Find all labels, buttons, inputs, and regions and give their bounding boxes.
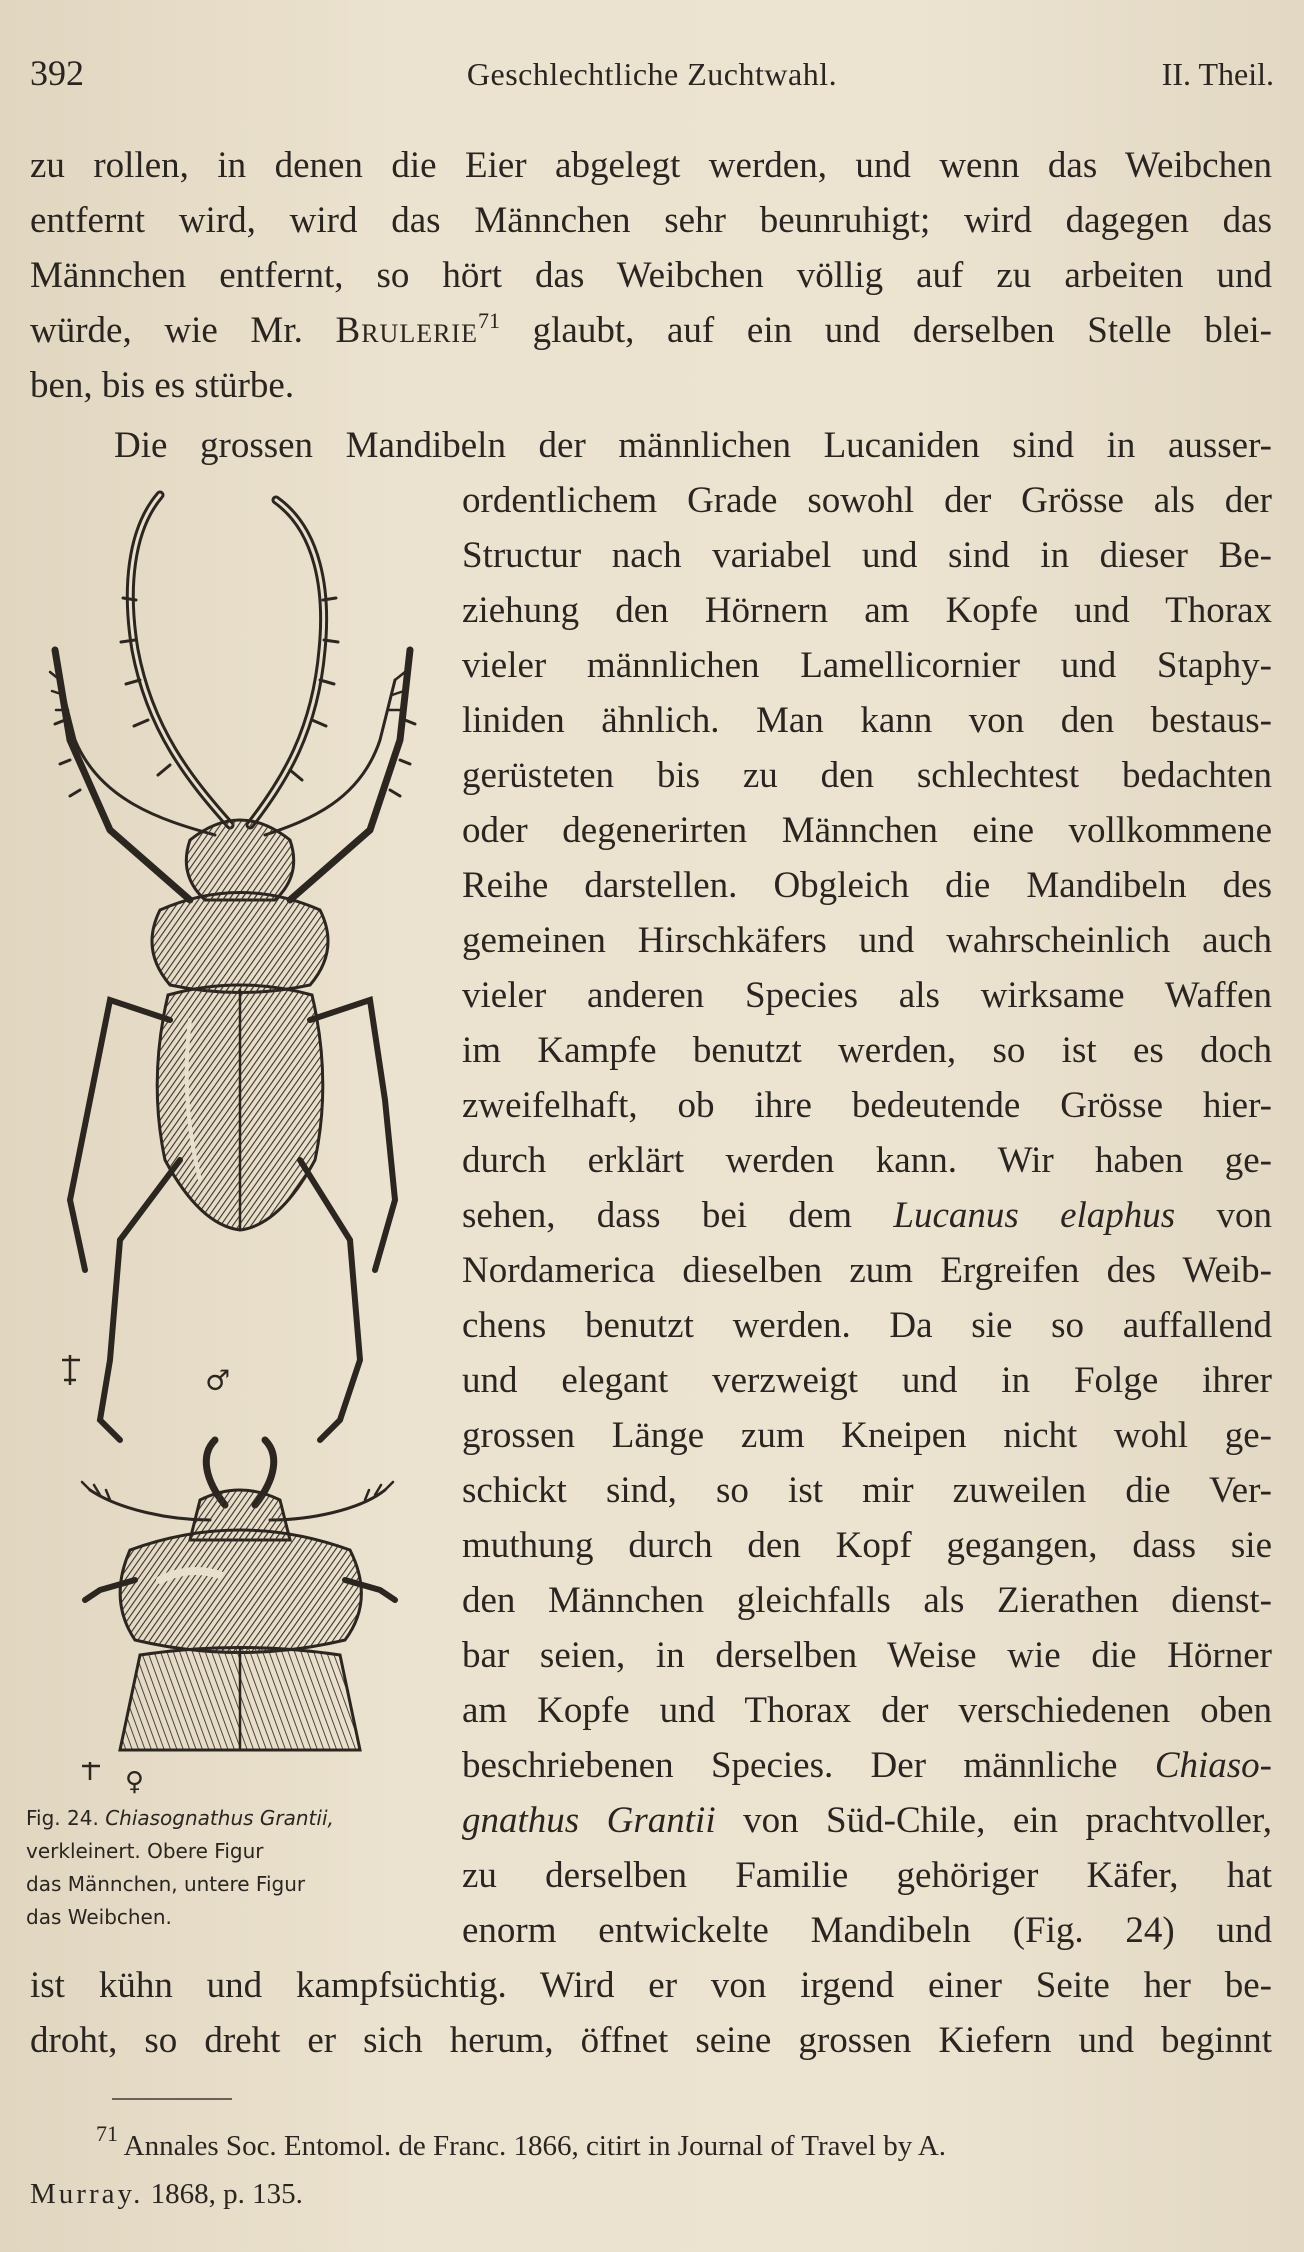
figure-caption <box>26 1802 426 1934</box>
text-line: ziehung den Hörnern am Kopfe und Thorax <box>462 590 1272 631</box>
footnote-line: $^{71}$ Annales Soc. Entomol. de Franc. 1866, citirt in Journal of Travel by A. <box>96 2121 947 2162</box>
text-line: entfernt wird, wird das Männchen sehr beunruhigt; wird dagegen das <box>30 200 1272 241</box>
text-line: im Kampfe benutzt werden, so ist es doch <box>462 1030 1272 1071</box>
text-line: liniden ähnlich. Man kann von den bestaus- <box>462 700 1272 741</box>
text-line: Structur nach variabel und sind in dieser Be- <box>462 535 1272 576</box>
beetle-figure <box>40 480 440 1797</box>
text-line: sehen, dass bei dem Lucanus elaphus von <box>462 1195 1272 1236</box>
female-beetle <box>82 1440 395 1750</box>
text-line: beschriebenen Species. Der männliche Chiaso- <box>462 1745 1272 1786</box>
text-line: ben, bis es stürbe. <box>30 365 295 406</box>
text-line: zweifelhaft, ob ihre bedeutende Grösse hier- <box>462 1085 1272 1126</box>
caption-line: das Weibchen. <box>26 1905 172 1929</box>
author-name: Brulerie <box>335 310 478 351</box>
footnote-rule <box>112 2098 232 2100</box>
text-line: droht, so dreht er sich herum, öffnet seine grossen Kiefern und beginnt <box>30 2020 1272 2061</box>
text-line: und elegant verzweigt und in Folge ihrer <box>462 1360 1272 1401</box>
caption-line: Fig. 24. Chiasognathus Grantii, <box>26 1806 334 1830</box>
scale-mark <box>82 1762 100 1780</box>
text-line: zu derselben Familie gehöriger Käfer, hat <box>462 1855 1272 1896</box>
text-line: muthung durch den Kopf gegangen, dass sie <box>462 1525 1272 1566</box>
female-symbol: ♀ <box>125 1767 145 1797</box>
text-line: chens benutzt werden. Da sie so auffallend <box>462 1305 1272 1346</box>
scale-mark <box>62 1355 80 1385</box>
text-line: ist kühn und kampfsüchtig. Wird er von irgend einer Seite her be- <box>30 1965 1272 2006</box>
text-line: am Kopfe und Thorax der verschiedenen oben <box>462 1690 1272 1731</box>
footnote-marker: 71 <box>96 2121 118 2146</box>
text-line: oder degenerirten Männchen eine vollkommene <box>462 810 1272 851</box>
text-line: Nordamerica dieselben zum Ergreifen des Weib- <box>462 1250 1272 1291</box>
footnote-ref: 71 <box>477 308 500 333</box>
male-symbol: ♂ <box>205 1364 231 1397</box>
text-line: vieler anderen Species als wirksame Waffen <box>462 975 1272 1016</box>
caption-line: das Männchen, untere Figur <box>26 1872 306 1896</box>
text-line: zu rollen, in denen die Eier abgelegt werden, und wenn das Weibchen <box>30 145 1272 186</box>
text-line: enorm entwickelte Mandibeln (Fig. 24) und <box>462 1910 1272 1951</box>
text-line: durch erklärt werden kann. Wir haben ge- <box>462 1140 1272 1181</box>
text-line: bar seien, in derselben Weise wie die Hörner <box>462 1635 1272 1676</box>
male-beetle <box>50 495 415 1440</box>
page-header <box>30 52 1274 102</box>
species-name: Lucanus elaphus <box>893 1195 1176 1236</box>
text-line: grossen Länge zum Kneipen nicht wohl ge- <box>462 1415 1272 1456</box>
page-number: 392 <box>30 53 84 93</box>
text-line: würde, wie Mr. Brulerie$^{71}$ glaubt, auf ein und derselben Stelle blei- <box>30 308 1273 351</box>
caption-line: verkleinert. Obere Figur <box>26 1839 264 1863</box>
text-line: gemeinen Hirschkäfers und wahrscheinlich auch <box>462 920 1272 961</box>
text-line: schickt sind, so ist mir zuweilen die Ver- <box>462 1470 1272 1511</box>
species-name: gnathus Grantii <box>462 1800 716 1841</box>
footnote-line: Murray. 1868, p. 135. <box>30 2178 303 2210</box>
text-line: gnathus Grantii von Süd-Chile, ein prachtvoller, <box>462 1800 1273 1841</box>
part-label: II. Theil. <box>1161 56 1274 92</box>
running-title: Geschlechtliche Zuchtwahl. <box>466 56 838 92</box>
text-line: vieler männlichen Lamellicornier und Staphy- <box>462 645 1272 686</box>
beetle-engraving <box>40 480 440 1797</box>
text-line: den Männchen gleichfalls als Zierathen dienst- <box>462 1580 1272 1621</box>
text-line: gerüsteten bis zu den schlechtest bedachten <box>462 755 1272 796</box>
text-line: ordentlichem Grade sowohl der Grösse als der <box>462 480 1272 521</box>
text-line: Reihe darstellen. Obgleich die Mandibeln des <box>462 865 1272 906</box>
species-name: Chiaso- <box>1154 1745 1272 1786</box>
text-line: Die grossen Mandibeln der männlichen Lucaniden sind in ausser- <box>114 425 1272 466</box>
text-line: Männchen entfernt, so hört das Weibchen völlig auf zu arbeiten und <box>30 255 1272 296</box>
